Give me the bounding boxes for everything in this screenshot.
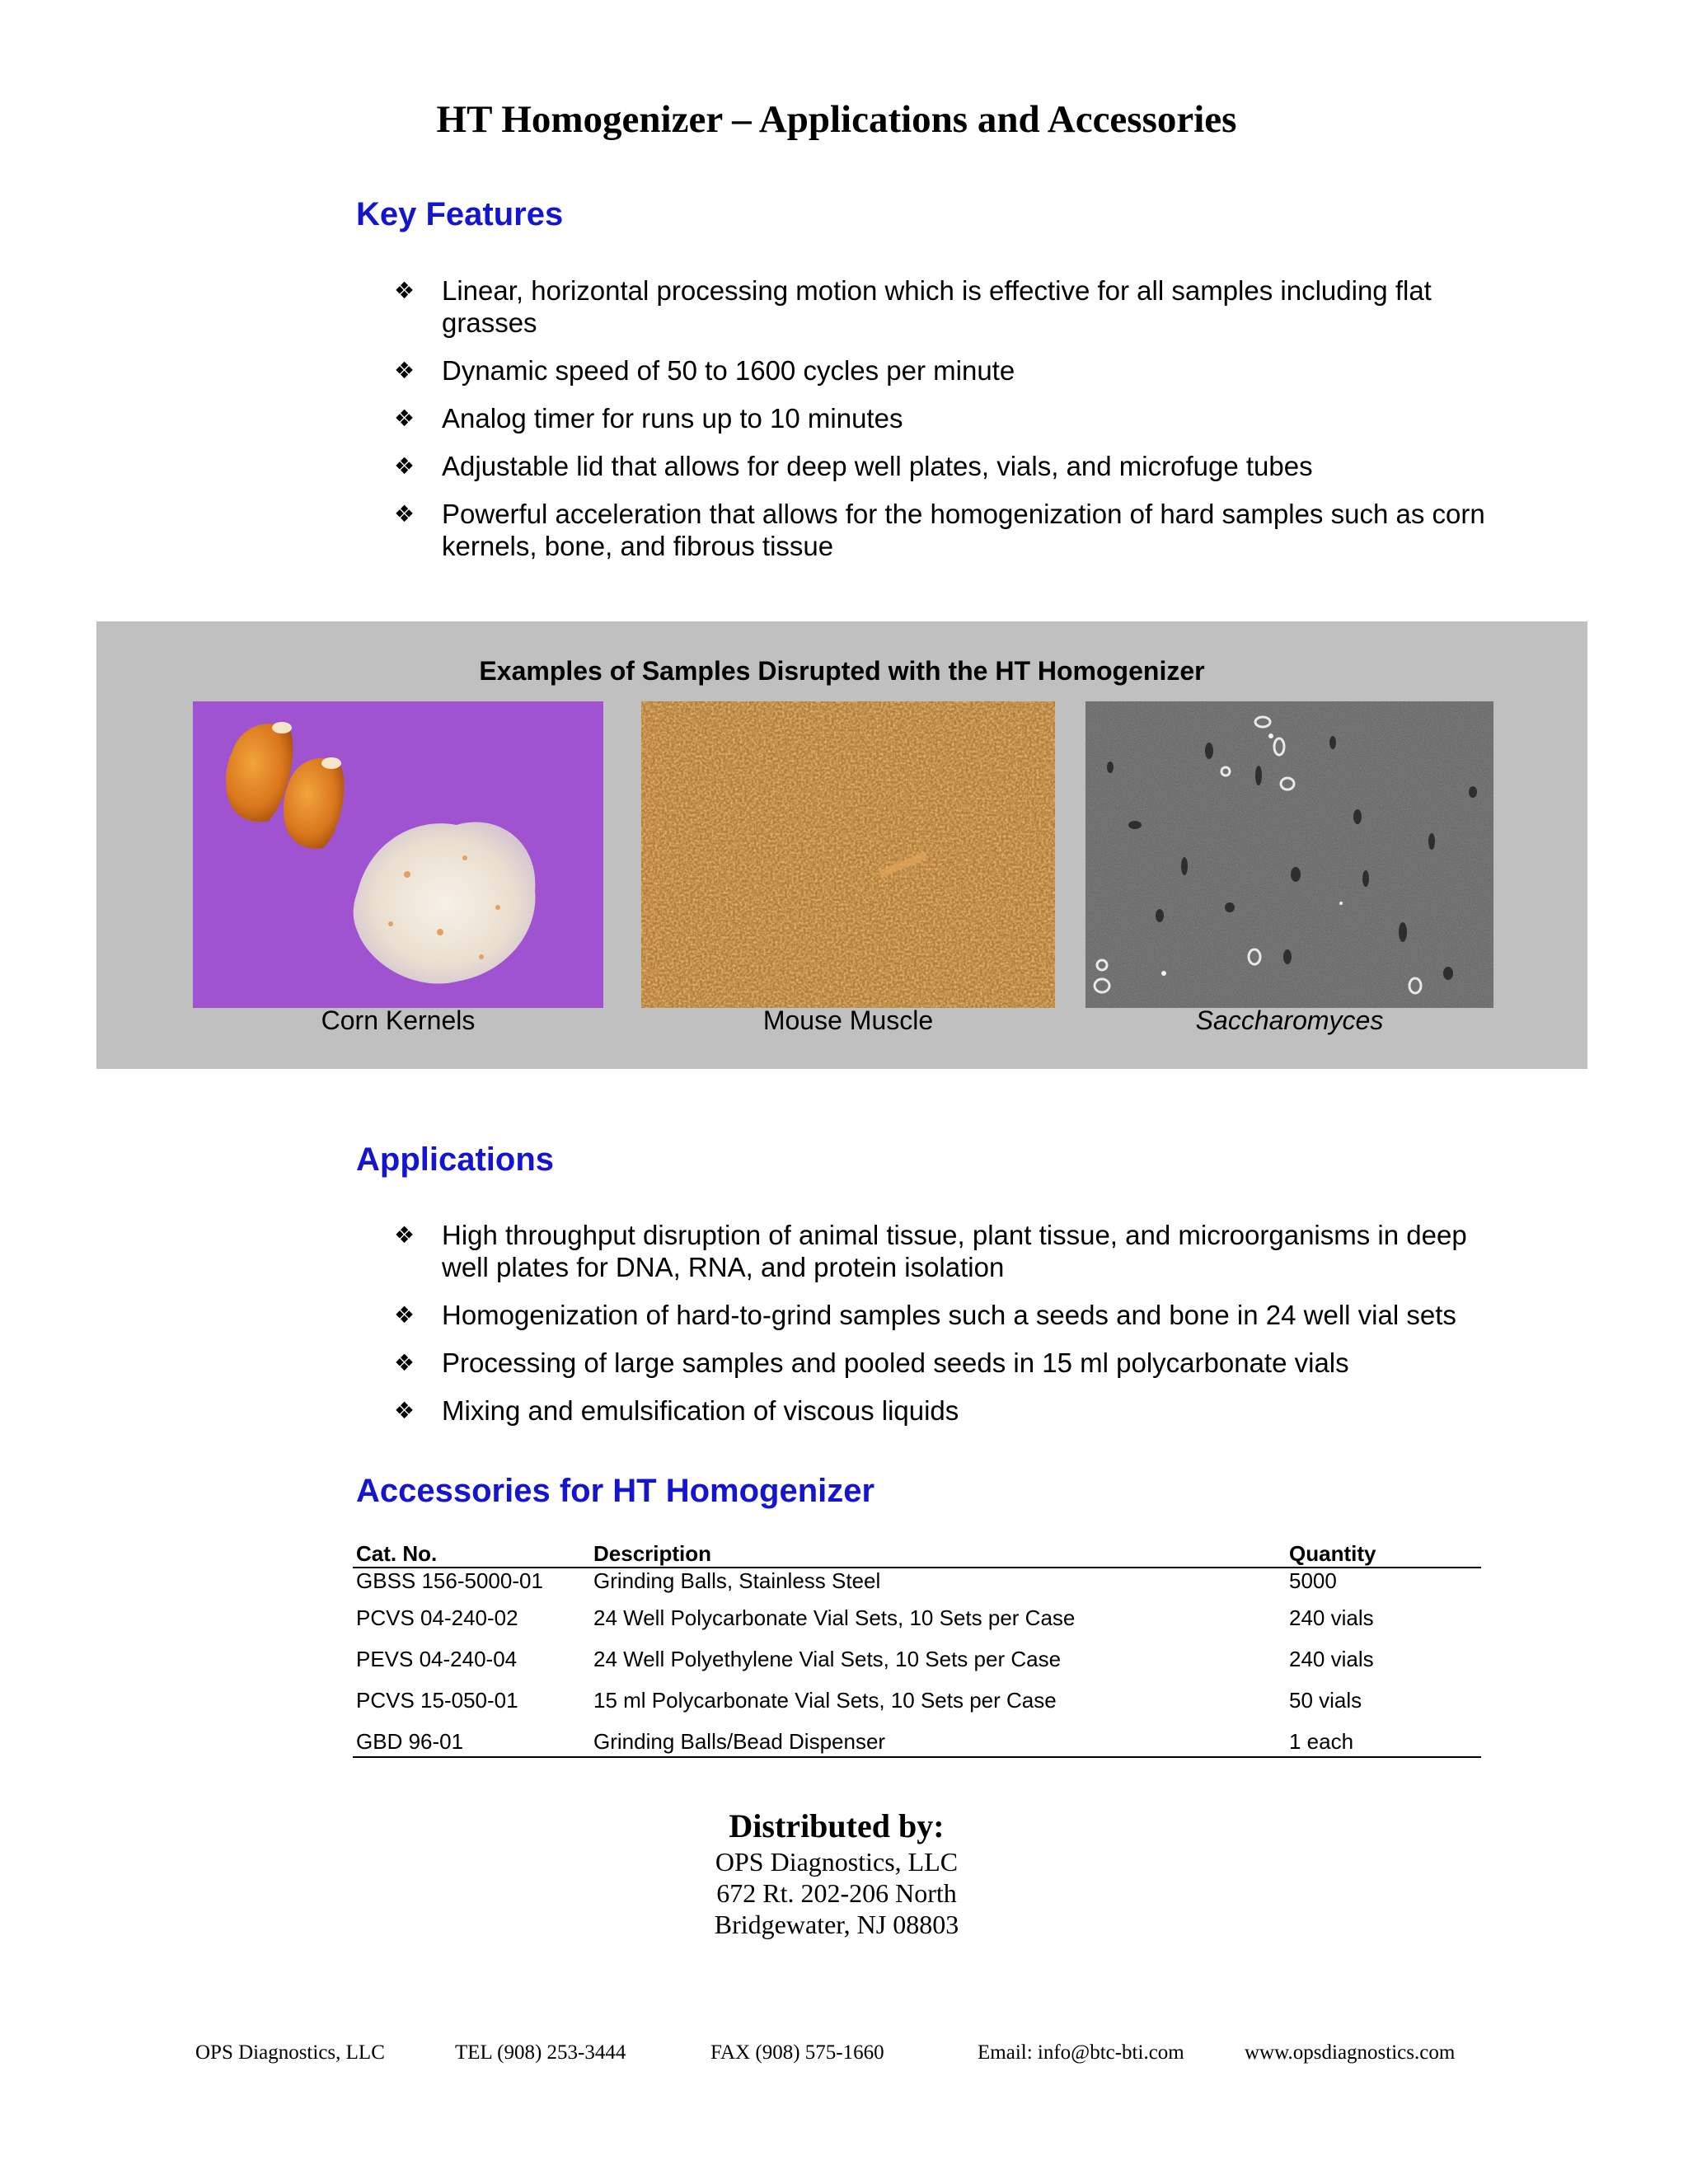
column-header: Description [590, 1541, 1286, 1568]
quantity-cell: 5000 [1289, 1568, 1337, 1593]
quantity-cell: 240 vials [1289, 1605, 1374, 1630]
table-row [353, 1688, 1481, 1729]
quantity-cell: 240 vials [1289, 1647, 1374, 1671]
diamond-bullet-icon: ❖ [394, 1349, 415, 1376]
footer-email[interactable]: Email: info@btc-bti.com [978, 2041, 1184, 2064]
samples-panel [96, 621, 1587, 1069]
saccharomyces-photo [1085, 701, 1493, 1008]
table-row [353, 1647, 1481, 1688]
applications-list [394, 1219, 1498, 1442]
diamond-bullet-icon: ❖ [394, 357, 415, 384]
footer-company: OPS Diagnostics, LLC [195, 2041, 385, 2064]
footer-fax: FAX (908) 575-1660 [710, 2041, 884, 2064]
distributor-city: Bridgewater, NJ 08803 [714, 1910, 959, 1939]
distributor-name: OPS Diagnostics, LLC [715, 1847, 959, 1877]
distributor-street: 672 Rt. 202-206 North [716, 1878, 957, 1908]
mouse-muscle-photo [641, 701, 1055, 1008]
description-cell: Grinding Balls, Stainless Steel [593, 1568, 881, 1593]
diamond-bullet-icon: ❖ [394, 1221, 415, 1249]
table-header-row [353, 1541, 1481, 1568]
table-row [353, 1605, 1481, 1647]
table-row [353, 1568, 1481, 1605]
list-item: ❖ Dynamic speed of 50 to 1600 cycles per minute [394, 355, 1015, 386]
key-features-heading: Key Features [356, 196, 564, 232]
cat-no-cell: PEVS 04-240-04 [356, 1647, 518, 1671]
distributor-heading: Distributed by: [729, 1807, 945, 1844]
list-item: ❖ Adjustable lid that allows for deep well plates, vials, and microfuge tubes [394, 451, 1313, 481]
page-title: HT Homogenizer – Applications and Accessories [436, 98, 1237, 141]
footer-website[interactable]: www.opsdiagnostics.com [1245, 2041, 1456, 2064]
quantity-cell: 50 vials [1289, 1688, 1362, 1713]
list-item: ❖ Homogenization of hard-to-grind samples such a seeds and bone in 24 well vial sets [394, 1300, 1456, 1330]
samples-title: Examples of Samples Disrupted with the HT Homogenizer [479, 656, 1205, 686]
description-cell: 24 Well Polyethylene Vial Sets, 10 Sets per Case [593, 1647, 1062, 1671]
column-header: Quantity [1286, 1541, 1481, 1568]
distributor-block [0, 1807, 1673, 1940]
key-features-list [394, 274, 1498, 578]
list-item: ❖ High throughput disruption of animal tissue, plant tissue, and microorganisms in deep well plates for DNA, RNA, and protein isolation [394, 1220, 1467, 1282]
diamond-bullet-icon: ❖ [394, 500, 415, 527]
description-cell: 15 ml Polycarbonate Vial Sets, 10 Sets per Case [593, 1688, 1057, 1713]
footer-tel: TEL (908) 253-3444 [455, 2041, 626, 2064]
applications-heading: Applications [356, 1141, 555, 1178]
cat-no-cell: PCVS 04-240-02 [356, 1605, 518, 1630]
diamond-bullet-icon: ❖ [394, 1397, 415, 1424]
corn-kernels-photo [193, 701, 603, 1008]
diamond-bullet-icon: ❖ [394, 1301, 415, 1329]
sample-caption: Saccharomyces [1195, 1005, 1384, 1035]
diamond-bullet-icon: ❖ [394, 405, 415, 432]
column-header: Cat. No. [353, 1541, 590, 1568]
cat-no-cell: GBD 96-01 [353, 1729, 590, 1757]
list-item: ❖ Analog timer for runs up to 10 minutes [394, 403, 903, 434]
diamond-bullet-icon: ❖ [394, 277, 415, 304]
page-footer [0, 2041, 1688, 2071]
cat-no-cell: GBSS 156-5000-01 [356, 1568, 543, 1593]
list-item: ❖ Linear, horizontal processing motion which is effective for all samples including flat grasses [394, 275, 1432, 338]
diamond-bullet-icon: ❖ [394, 452, 415, 480]
table-row [353, 1729, 1481, 1757]
accessories-heading: Accessories for HT Homogenizer [356, 1473, 875, 1509]
sample-caption: Corn Kernels [321, 1005, 476, 1035]
quantity-cell: 1 each [1286, 1729, 1481, 1757]
description-cell: Grinding Balls/Bead Dispenser [590, 1729, 1286, 1757]
list-item: ❖ Processing of large samples and pooled seeds in 15 ml polycarbonate vials [394, 1347, 1349, 1378]
sample-caption: Mouse Muscle [762, 1005, 934, 1035]
list-item: ❖ Mixing and emulsification of viscous liquids [394, 1395, 959, 1426]
description-cell: 24 Well Polycarbonate Vial Sets, 10 Sets per Case [593, 1605, 1076, 1630]
cat-no-cell: PCVS 15-050-01 [356, 1688, 518, 1713]
list-item: ❖ Powerful acceleration that allows for the homogenization of hard samples such as corn kernels, bone, and fibrous tissue [394, 499, 1485, 561]
accessories-table [353, 1541, 1481, 1758]
